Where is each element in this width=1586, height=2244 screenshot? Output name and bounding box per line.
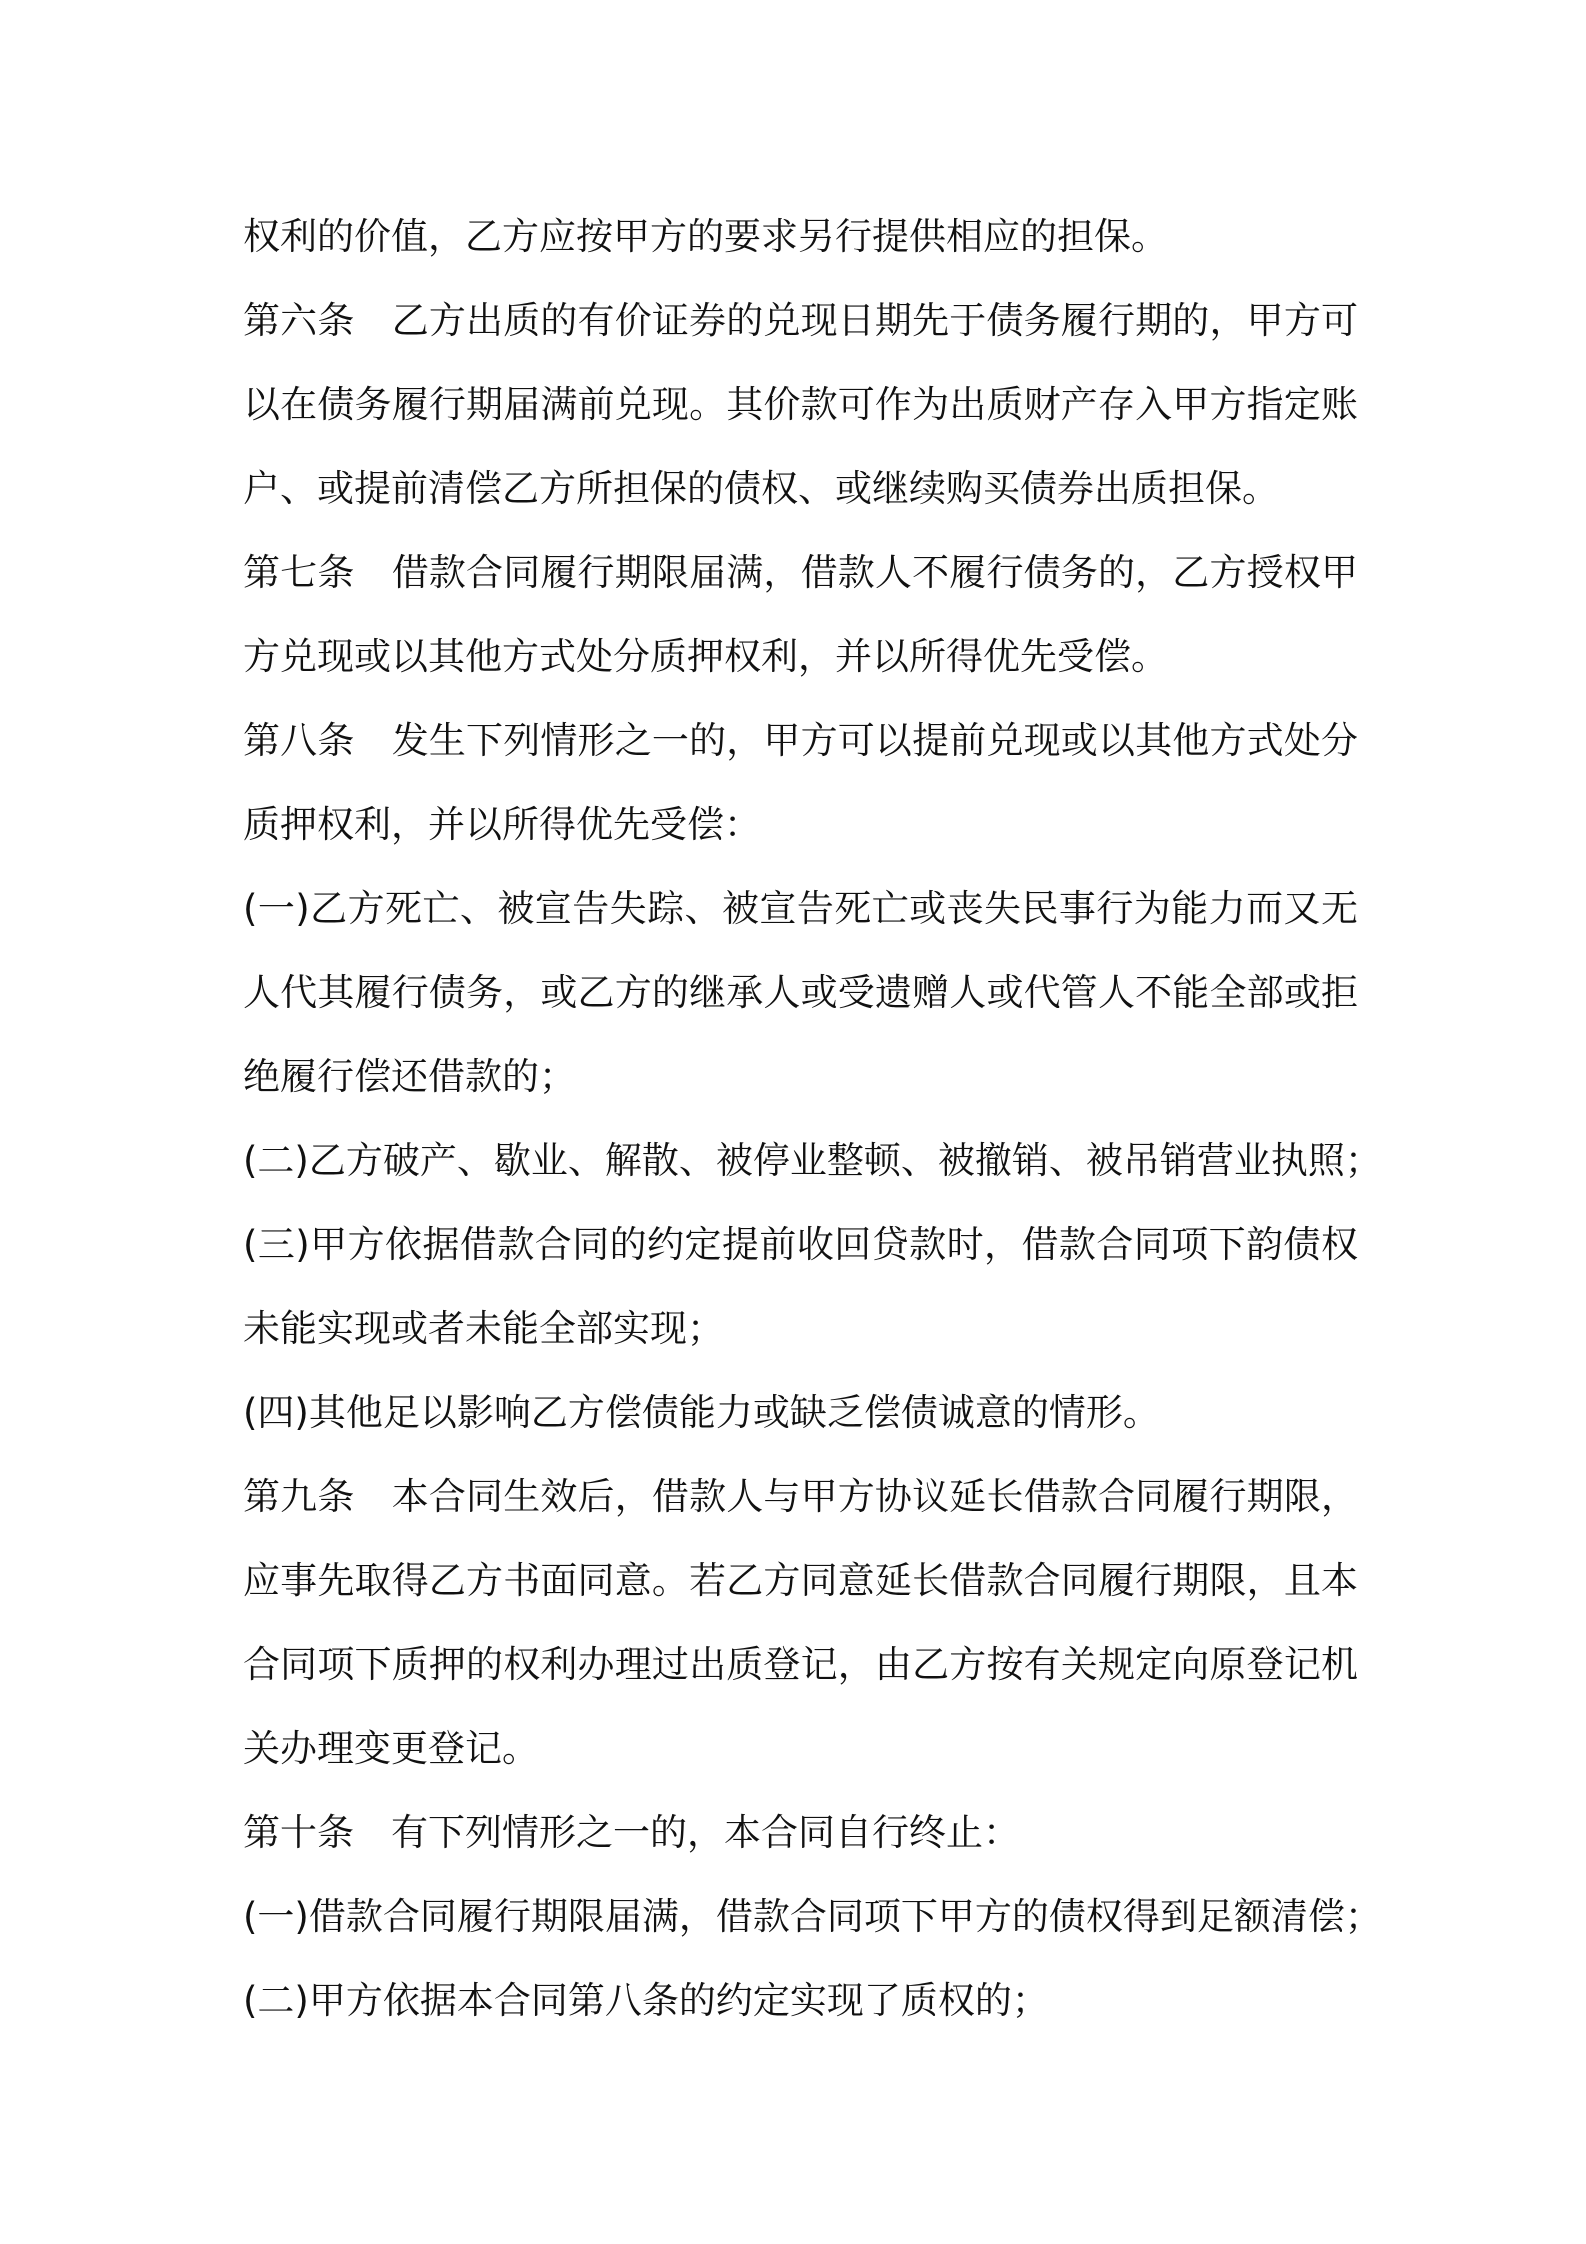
text-line: 绝履行偿还借款的； — [243, 1055, 576, 1098]
text-line: 质押权利，并以所得优先受偿： — [243, 803, 761, 846]
text-line: 以在债务履行期届满前兑现。其价款可作为出质财产存入甲方指定账 — [243, 383, 1358, 426]
text-line: (二)乙方破产、歇业、解散、被停业整顿、被撤销、被吊销营业执照； — [243, 1139, 1382, 1182]
text-line: 第九条 本合同生效后，借款人与甲方协议延长借款合同履行期限， — [243, 1475, 1358, 1518]
document-body — [243, 195, 1382, 2043]
text-line: (三)甲方依据借款合同的约定提前收回贷款时，借款合同项下韵债权 — [243, 1223, 1358, 1266]
text-line: 关办理变更登记。 — [243, 1727, 539, 1770]
text-line: 户、或提前清偿乙方所担保的债权、或继续购买债券出质担保。 — [243, 467, 1279, 510]
text-line: 第八条 发生下列情形之一的，甲方可以提前兑现或以其他方式处分 — [243, 719, 1358, 762]
text-line: 人代其履行债务，或乙方的继承人或受遗赠人或代管人不能全部或拒 — [243, 971, 1358, 1014]
text-line: 第七条 借款合同履行期限届满，借款人不履行债务的，乙方授权甲 — [243, 551, 1358, 594]
text-line: 第六条 乙方出质的有价证券的兑现日期先于债务履行期的，甲方可 — [243, 299, 1358, 342]
text-line: 方兑现或以其他方式处分质押权利，并以所得优先受偿。 — [243, 635, 1168, 678]
text-line: 第十条 有下列情形之一的，本合同自行终止： — [243, 1811, 1020, 1854]
text-line: 合同项下质押的权利办理过出质登记，由乙方按有关规定向原登记机 — [243, 1643, 1358, 1686]
text-line: (二)甲方依据本合同第八条的约定实现了质权的； — [243, 1979, 1049, 2022]
text-line: (一)乙方死亡、被宣告失踪、被宣告死亡或丧失民事行为能力而又无 — [243, 887, 1358, 930]
text-line: 权利的价值，乙方应按甲方的要求另行提供相应的担保。 — [243, 215, 1168, 258]
text-line: (四)其他足以影响乙方偿债能力或缺乏偿债诚意的情形。 — [243, 1391, 1160, 1434]
text-line: (一)借款合同履行期限届满，借款合同项下甲方的债权得到足额清偿； — [243, 1895, 1382, 1938]
text-line: 未能实现或者未能全部实现； — [243, 1307, 724, 1350]
text-line: 应事先取得乙方书面同意。若乙方同意延长借款合同履行期限，且本 — [243, 1559, 1358, 1602]
